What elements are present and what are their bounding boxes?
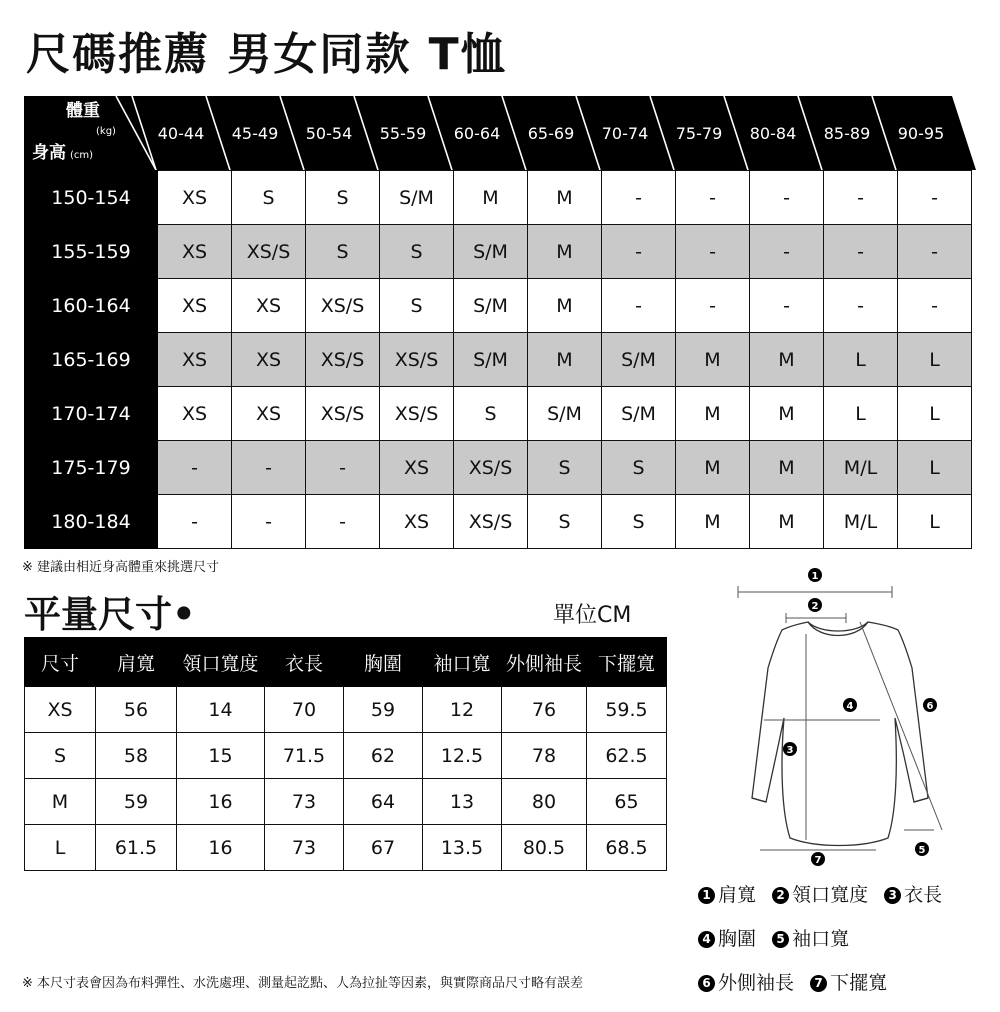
size-cell: S [232, 171, 306, 225]
table-row [25, 495, 972, 549]
size-cell: M [676, 495, 750, 549]
table-cell: 71.5 [265, 733, 344, 779]
size-cell: XS/S [454, 441, 528, 495]
table-cell: 73 [265, 825, 344, 871]
weight-unit: (kg) [96, 126, 116, 137]
legend-cuff: 5 袖口寬 [772, 924, 849, 951]
column-header: 袖口寬 [423, 638, 502, 687]
height-range: 150-154 [25, 171, 158, 225]
size-recommend-table [24, 170, 972, 549]
diagram-marker-number: 5 [918, 845, 926, 856]
column-header: 衣長 [265, 638, 344, 687]
table-cell: 80.5 [502, 825, 587, 871]
size-cell: - [824, 225, 898, 279]
size-cell: XS [158, 387, 232, 441]
size-cell: S [306, 171, 380, 225]
table-cell: 15 [177, 733, 265, 779]
table-cell: 13.5 [423, 825, 502, 871]
recommend-note: ※ 建議由相近身高體重來挑選尺寸 [22, 560, 220, 575]
size-cell: - [306, 495, 380, 549]
size-cell: L [898, 387, 972, 441]
size-cell: - [158, 441, 232, 495]
size-cell: M [528, 333, 602, 387]
size-cell: - [602, 171, 676, 225]
height-range: 160-164 [25, 279, 158, 333]
weight-range: 45-49 [231, 124, 279, 143]
size-cell: - [898, 279, 972, 333]
size-cell: XS [158, 333, 232, 387]
size-cell: XS [158, 225, 232, 279]
size-cell: L [824, 333, 898, 387]
table-cell: S [25, 733, 96, 779]
diagram-marker-number: 6 [926, 701, 934, 712]
table-row [25, 825, 667, 871]
size-cell: S/M [454, 279, 528, 333]
column-header: 外側袖長 [502, 638, 587, 687]
size-cell: L [898, 333, 972, 387]
table-cell: 64 [344, 779, 423, 825]
size-cell: M [750, 387, 824, 441]
size-cell: M/L [824, 441, 898, 495]
legend-neck: 2 領口寬度 [772, 880, 868, 907]
size-cell: - [232, 441, 306, 495]
size-cell: - [232, 495, 306, 549]
table-cell: L [25, 825, 96, 871]
size-cell: L [898, 495, 972, 549]
flat-size-title: 平量尺寸• [24, 593, 196, 636]
column-header: 下擺寬 [587, 638, 667, 687]
size-cell: - [602, 279, 676, 333]
flat-size-table [24, 637, 667, 871]
weight-range: 75-79 [675, 124, 723, 143]
column-header: 胸圍 [344, 638, 423, 687]
marker-1-icon: 1 [698, 887, 715, 904]
marker-3-icon: 3 [884, 887, 901, 904]
size-cell: XS [232, 333, 306, 387]
size-cell: M [528, 225, 602, 279]
table-cell: 70 [265, 687, 344, 733]
legend-chest: 4 胸圍 [698, 924, 756, 951]
legend-sleeve: 6 外側袖長 [698, 968, 794, 995]
table-cell: 12.5 [423, 733, 502, 779]
size-cell: S/M [380, 171, 454, 225]
column-header: 尺寸 [25, 638, 96, 687]
table-cell: 68.5 [587, 825, 667, 871]
table-cell: 76 [502, 687, 587, 733]
table-cell: 62 [344, 733, 423, 779]
table-cell: 78 [502, 733, 587, 779]
size-cell: M [750, 333, 824, 387]
size-cell: M [676, 333, 750, 387]
size-cell: S [528, 441, 602, 495]
column-header: 領口寬度 [177, 638, 265, 687]
size-cell: XS/S [232, 225, 306, 279]
size-cell: XS/S [380, 333, 454, 387]
size-cell: - [676, 225, 750, 279]
marker-5-icon: 5 [772, 931, 789, 948]
table-row [25, 279, 972, 333]
size-cell: - [676, 279, 750, 333]
size-cell: M/L [824, 495, 898, 549]
size-cell: M [454, 171, 528, 225]
size-cell: XS/S [380, 387, 454, 441]
weight-range: 80-84 [749, 124, 797, 143]
diagram-marker-number: 7 [814, 855, 822, 866]
marker-4-icon: 4 [698, 931, 715, 948]
size-cell: XS [232, 387, 306, 441]
table-cell: XS [25, 687, 96, 733]
size-cell: - [602, 225, 676, 279]
size-cell: - [898, 225, 972, 279]
table-row [25, 387, 972, 441]
height-label: 身高 [32, 143, 66, 163]
weight-range: 40-44 [157, 124, 205, 143]
size-cell: S [602, 495, 676, 549]
diagram-legend [698, 880, 952, 1012]
size-cell: - [824, 279, 898, 333]
size-cell: S [306, 225, 380, 279]
table-cell: 16 [177, 825, 265, 871]
size-cell: S [380, 225, 454, 279]
table-cell: 59 [344, 687, 423, 733]
table-cell: 12 [423, 687, 502, 733]
table-cell: 16 [177, 779, 265, 825]
height-range: 170-174 [25, 387, 158, 441]
table-cell: 58 [96, 733, 177, 779]
table-row [25, 333, 972, 387]
height-range: 155-159 [25, 225, 158, 279]
legend-shoulder: 1 肩寬 [698, 880, 756, 907]
flat-note: ※ 本尺寸表會因為布料彈性、水洗處理、測量起訖點、人為拉扯等因素，與實際商品尺寸略有誤差 [22, 976, 584, 991]
height-range: 165-169 [25, 333, 158, 387]
size-cell: L [898, 441, 972, 495]
size-cell: S/M [454, 333, 528, 387]
height-range: 175-179 [25, 441, 158, 495]
shirt-diagram [690, 568, 990, 868]
size-cell: S/M [602, 333, 676, 387]
table-cell: 61.5 [96, 825, 177, 871]
size-cell: - [306, 441, 380, 495]
size-cell: S [380, 279, 454, 333]
size-cell: S/M [454, 225, 528, 279]
table-cell: 65 [587, 779, 667, 825]
table-row [25, 171, 972, 225]
size-cell: XS [380, 441, 454, 495]
weight-range: 50-54 [305, 124, 353, 143]
size-cell: - [750, 225, 824, 279]
weight-range: 90-95 [897, 124, 945, 143]
size-cell: S [528, 495, 602, 549]
size-cell: M [528, 171, 602, 225]
page-title: 尺碼推薦 男女同款 T恤 [26, 29, 507, 80]
table-cell: M [25, 779, 96, 825]
table-cell: 73 [265, 779, 344, 825]
size-cell: S/M [528, 387, 602, 441]
size-cell: XS/S [454, 495, 528, 549]
column-header: 肩寬 [96, 638, 177, 687]
size-cell: - [750, 171, 824, 225]
legend-row-1 [698, 880, 952, 924]
size-cell: - [898, 171, 972, 225]
table-cell: 56 [96, 687, 177, 733]
table-cell: 67 [344, 825, 423, 871]
size-cell: M [676, 387, 750, 441]
size-cell: XS [158, 171, 232, 225]
size-cell: XS [158, 279, 232, 333]
table-row [25, 687, 667, 733]
legend-length: 3 衣長 [884, 880, 942, 907]
size-cell: - [824, 171, 898, 225]
marker-2-icon: 2 [772, 887, 789, 904]
weight-label: 體重 [66, 101, 100, 121]
table-cell: 62.5 [587, 733, 667, 779]
size-cell: XS/S [306, 387, 380, 441]
diagram-marker-number: 2 [811, 601, 819, 612]
size-cell: S/M [602, 387, 676, 441]
table-cell: 59 [96, 779, 177, 825]
size-cell: M [750, 441, 824, 495]
weight-range: 55-59 [379, 124, 427, 143]
marker-6-icon: 6 [698, 975, 715, 992]
marker-7-icon: 7 [810, 975, 827, 992]
size-cell: XS/S [306, 279, 380, 333]
size-cell: M [528, 279, 602, 333]
table-row [25, 441, 972, 495]
table-row [25, 225, 972, 279]
height-unit: (cm) [70, 150, 94, 161]
diagram-marker-number: 3 [786, 745, 794, 756]
weight-range: 85-89 [823, 124, 871, 143]
diagram-marker-number: 1 [811, 571, 819, 582]
diagram-marker-number: 4 [846, 701, 854, 712]
weight-range: 65-69 [527, 124, 575, 143]
recommend-header [24, 96, 976, 170]
table-row [25, 779, 667, 825]
table-cell: 13 [423, 779, 502, 825]
size-cell: - [750, 279, 824, 333]
size-cell: XS [380, 495, 454, 549]
size-cell: - [676, 171, 750, 225]
size-cell: S [454, 387, 528, 441]
size-cell: XS/S [306, 333, 380, 387]
table-header-row [25, 638, 667, 687]
table-cell: 80 [502, 779, 587, 825]
legend-row-3 [698, 968, 952, 1012]
table-row [25, 733, 667, 779]
height-range: 180-184 [25, 495, 158, 549]
size-cell: M [750, 495, 824, 549]
weight-range: 70-74 [601, 124, 649, 143]
size-cell: M [676, 441, 750, 495]
table-cell: 14 [177, 687, 265, 733]
size-cell: S [602, 441, 676, 495]
weight-range: 60-64 [453, 124, 501, 143]
size-cell: L [824, 387, 898, 441]
table-cell: 59.5 [587, 687, 667, 733]
unit-label: 單位CM [553, 603, 632, 628]
legend-hem: 7 下擺寬 [810, 968, 887, 995]
size-cell: XS [232, 279, 306, 333]
legend-row-2 [698, 924, 952, 968]
size-cell: - [158, 495, 232, 549]
